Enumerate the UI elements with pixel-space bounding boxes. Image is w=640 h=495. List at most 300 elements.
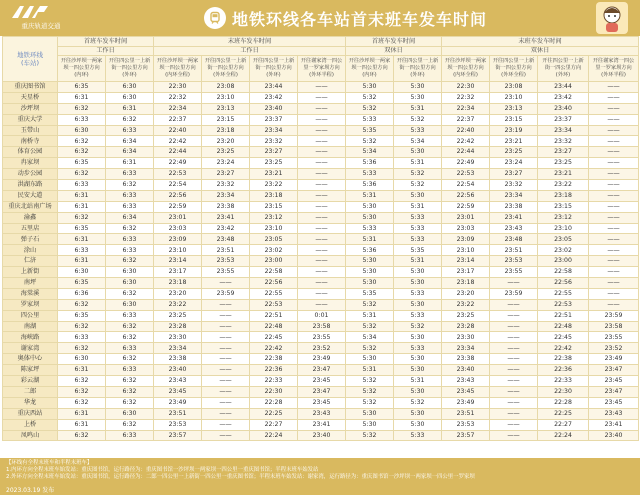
- time-cell: ——: [202, 365, 250, 376]
- day-header: 双休日: [346, 47, 442, 56]
- time-cell: 6:31: [106, 103, 154, 114]
- table-row: [3, 278, 639, 289]
- time-cell: 23:00: [538, 256, 589, 267]
- time-cell: 23:51: [442, 408, 490, 419]
- time-cell: 23:18: [250, 190, 298, 201]
- time-cell: 5:32: [346, 321, 394, 332]
- time-cell: 5:30: [346, 278, 394, 289]
- time-cell: 22:58: [250, 267, 298, 278]
- time-cell: 23:12: [538, 212, 589, 223]
- time-cell: 23:45: [589, 397, 639, 408]
- time-cell: ——: [589, 180, 639, 191]
- time-cell: 6:33: [106, 245, 154, 256]
- time-cell: 6:35: [58, 223, 106, 234]
- time-cell: 6:31: [58, 190, 106, 201]
- time-cell: 23:47: [589, 386, 639, 397]
- time-cell: 23:17: [154, 267, 202, 278]
- time-cell: 22:25: [538, 408, 589, 419]
- time-cell: ——: [490, 376, 538, 387]
- station-name: 南坪: [3, 278, 58, 289]
- time-cell: ——: [589, 82, 639, 93]
- station-name: 上新街: [3, 267, 58, 278]
- table-row: [3, 419, 639, 430]
- time-cell: 6:30: [58, 125, 106, 136]
- table-row: [3, 125, 639, 136]
- table-row: [3, 343, 639, 354]
- time-cell: 5:33: [394, 343, 442, 354]
- note-line: 1.内环方向全程末班车始发站：重庆图书馆，运行路径为：重庆图书馆一沙坪坝一两家坝一四公里一重庆图书馆；半程末班车始发站: [6, 467, 319, 473]
- time-cell: 5:36: [346, 245, 394, 256]
- time-cell: 23:22: [250, 180, 298, 191]
- time-cell: ——: [202, 354, 250, 365]
- group-header: 末班车发车时间: [154, 37, 346, 47]
- mascot-icon: [596, 2, 628, 34]
- time-cell: 5:33: [394, 288, 442, 299]
- time-cell: 23:14: [154, 256, 202, 267]
- time-cell: 5:33: [394, 430, 442, 441]
- time-cell: ——: [490, 332, 538, 343]
- station-name: 二郎: [3, 386, 58, 397]
- time-cell: 22:55: [538, 288, 589, 299]
- table-row: [3, 114, 639, 125]
- station-name: 重庆图书馆: [3, 82, 58, 93]
- time-cell: 22:42: [250, 343, 298, 354]
- time-cell: 5:31: [394, 376, 442, 387]
- time-cell: 23:52: [589, 343, 639, 354]
- time-cell: 5:32: [346, 92, 394, 103]
- station-name: 奥体中心: [3, 354, 58, 365]
- time-cell: ——: [490, 430, 538, 441]
- time-cell: 6:32: [106, 419, 154, 430]
- time-cell: 5:31: [346, 234, 394, 245]
- time-cell: ——: [202, 278, 250, 289]
- time-cell: 23:13: [490, 103, 538, 114]
- table-row: [3, 212, 639, 223]
- time-cell: 5:36: [346, 158, 394, 169]
- time-cell: ——: [589, 234, 639, 245]
- day-header: 工作日: [154, 47, 346, 56]
- time-cell: 22:53: [538, 299, 589, 310]
- time-cell: 23:25: [538, 158, 589, 169]
- station-name: 弹子石: [3, 234, 58, 245]
- group-header: 首班车发车时间: [58, 37, 154, 47]
- time-cell: 22:56: [250, 278, 298, 289]
- time-cell: ——: [589, 278, 639, 289]
- time-cell: 22:37: [442, 114, 490, 125]
- time-cell: 6:31: [58, 365, 106, 376]
- time-cell: 5:30: [346, 267, 394, 278]
- time-cell: ——: [298, 278, 346, 289]
- time-cell: 23:34: [202, 190, 250, 201]
- time-cell: 5:31: [346, 190, 394, 201]
- time-cell: 23:21: [490, 136, 538, 147]
- time-cell: 6:35: [58, 278, 106, 289]
- time-cell: 22:54: [442, 180, 490, 191]
- station-name: 涂山: [3, 245, 58, 256]
- time-cell: ——: [490, 408, 538, 419]
- time-cell: 22:28: [250, 397, 298, 408]
- time-cell: 22:32: [442, 92, 490, 103]
- time-cell: 23:10: [538, 223, 589, 234]
- time-cell: 22:32: [154, 92, 202, 103]
- time-cell: 5:30: [394, 82, 442, 93]
- station-name: 体育公园: [3, 147, 58, 158]
- time-cell: 5:30: [346, 82, 394, 93]
- schedule-table: [2, 36, 639, 441]
- station-name: 重庆西站: [3, 408, 58, 419]
- time-cell: 5:30: [394, 386, 442, 397]
- time-cell: 5:30: [394, 190, 442, 201]
- time-cell: 23:30: [442, 332, 490, 343]
- time-cell: 5:31: [394, 158, 442, 169]
- time-cell: 5:30: [394, 365, 442, 376]
- time-cell: 23:49: [298, 354, 346, 365]
- time-cell: 23:47: [298, 365, 346, 376]
- time-cell: ——: [298, 82, 346, 93]
- time-cell: 23:47: [298, 386, 346, 397]
- time-cell: 5:31: [394, 103, 442, 114]
- time-cell: 5:31: [394, 256, 442, 267]
- table-row: [3, 299, 639, 310]
- time-cell: 6:32: [106, 354, 154, 365]
- time-cell: 6:30: [58, 267, 106, 278]
- time-cell: 22:44: [442, 147, 490, 158]
- station-name: 天星桥: [3, 92, 58, 103]
- time-cell: 22:36: [538, 365, 589, 376]
- time-cell: 6:33: [106, 343, 154, 354]
- note-line: 【环线有全程末班车和半程末班车】: [6, 460, 93, 466]
- time-cell: 23:32: [490, 180, 538, 191]
- time-cell: 23:19: [490, 125, 538, 136]
- time-cell: 22:42: [538, 343, 589, 354]
- time-cell: ——: [202, 376, 250, 387]
- time-cell: 23:00: [250, 256, 298, 267]
- table-row: [3, 321, 639, 332]
- table-row: [3, 245, 639, 256]
- time-cell: 22:30: [538, 386, 589, 397]
- time-cell: 5:32: [394, 321, 442, 332]
- time-cell: 22:42: [154, 136, 202, 147]
- time-cell: 23:41: [490, 212, 538, 223]
- table-row: [3, 234, 639, 245]
- time-cell: 6:31: [58, 234, 106, 245]
- time-cell: 23:43: [154, 376, 202, 387]
- time-cell: 23:55: [202, 267, 250, 278]
- table-row: [3, 180, 639, 191]
- time-cell: ——: [202, 310, 250, 321]
- time-cell: 23:18: [442, 278, 490, 289]
- time-cell: 6:31: [58, 408, 106, 419]
- time-cell: 5:30: [346, 256, 394, 267]
- time-cell: 23:53: [202, 256, 250, 267]
- time-cell: 22:48: [250, 321, 298, 332]
- time-cell: 22:24: [250, 430, 298, 441]
- time-cell: 22:30: [442, 82, 490, 93]
- time-cell: ——: [589, 158, 639, 169]
- time-cell: ——: [298, 169, 346, 180]
- time-cell: 23:37: [250, 114, 298, 125]
- time-cell: 6:33: [106, 169, 154, 180]
- time-cell: 23:02: [250, 245, 298, 256]
- time-cell: 6:32: [106, 223, 154, 234]
- time-cell: 6:32: [106, 376, 154, 387]
- time-cell: ——: [490, 321, 538, 332]
- time-cell: 6:33: [58, 332, 106, 343]
- time-cell: 6:32: [58, 386, 106, 397]
- time-cell: ——: [202, 332, 250, 343]
- time-cell: 5:33: [394, 125, 442, 136]
- time-cell: 6:31: [106, 158, 154, 169]
- time-cell: 5:30: [394, 354, 442, 365]
- table-row: [3, 397, 639, 408]
- station-name: 南桥寺: [3, 136, 58, 147]
- time-cell: 23:25: [250, 158, 298, 169]
- time-cell: 5:30: [394, 419, 442, 430]
- time-cell: 5:33: [394, 234, 442, 245]
- time-cell: 22:40: [154, 125, 202, 136]
- time-cell: 22:33: [538, 376, 589, 387]
- column-header: 开往四公里一上新 街一四公里方向 (外环): [394, 56, 442, 82]
- time-cell: 5:32: [346, 397, 394, 408]
- time-cell: 23:25: [490, 147, 538, 158]
- column-header: 开往沙坪坝一两家 坝一四公里方向 (内环全程): [154, 56, 202, 82]
- time-cell: 22:36: [250, 365, 298, 376]
- time-cell: 23:32: [250, 136, 298, 147]
- time-cell: 6:31: [58, 256, 106, 267]
- time-cell: 6:32: [106, 397, 154, 408]
- time-cell: ——: [589, 223, 639, 234]
- time-cell: 22:56: [538, 278, 589, 289]
- brand-logo: [6, 4, 72, 32]
- time-cell: 5:32: [394, 114, 442, 125]
- time-cell: ——: [589, 190, 639, 201]
- station-name: 凤鸣山: [3, 430, 58, 441]
- time-cell: 5:32: [346, 103, 394, 114]
- station-name: 重庆北站南广场: [3, 201, 58, 212]
- time-cell: 23:43: [589, 408, 639, 419]
- note-line: 2.外环方向全程末班车始发站：重庆图书馆，运行路径为：二郎一四公里一上新街一四公里一重庆图书馆；半程末班车始发站：谢家湾，运行路径为：重庆图书馆一沙坪坝一两家坝一四公里一罗家坝: [6, 474, 475, 480]
- time-cell: 5:33: [346, 114, 394, 125]
- time-cell: 22:45: [250, 332, 298, 343]
- time-cell: 6:30: [106, 92, 154, 103]
- time-cell: 6:33: [106, 365, 154, 376]
- time-cell: 23:42: [538, 92, 589, 103]
- time-cell: 23:25: [202, 147, 250, 158]
- group-header: 末班车发车时间: [442, 37, 639, 47]
- time-cell: 5:30: [394, 332, 442, 343]
- time-cell: 6:31: [58, 419, 106, 430]
- time-cell: 23:34: [490, 190, 538, 201]
- time-cell: 5:33: [394, 212, 442, 223]
- time-cell: 23:03: [154, 223, 202, 234]
- time-cell: ——: [490, 343, 538, 354]
- time-cell: 22:24: [538, 430, 589, 441]
- time-cell: 23:32: [202, 180, 250, 191]
- time-cell: ——: [589, 267, 639, 278]
- table-row: [3, 201, 639, 212]
- time-cell: 23:10: [154, 245, 202, 256]
- time-cell: 22:33: [250, 376, 298, 387]
- time-cell: 22:56: [154, 190, 202, 201]
- time-cell: 5:34: [394, 136, 442, 147]
- time-cell: 5:30: [346, 201, 394, 212]
- time-cell: 23:57: [154, 430, 202, 441]
- time-cell: ——: [490, 278, 538, 289]
- station-name: 仁济: [3, 256, 58, 267]
- station-name: 冉家坝: [3, 158, 58, 169]
- time-cell: 6:33: [106, 234, 154, 245]
- time-cell: 5:35: [394, 245, 442, 256]
- schedule-table-area: [2, 36, 638, 441]
- time-cell: 6:36: [58, 288, 106, 299]
- table-row: [3, 267, 639, 278]
- time-cell: ——: [202, 419, 250, 430]
- time-cell: 6:32: [106, 321, 154, 332]
- time-cell: 23:10: [442, 245, 490, 256]
- table-row: [3, 430, 639, 441]
- time-cell: 6:35: [58, 82, 106, 93]
- time-cell: 23:38: [202, 201, 250, 212]
- table-row: [3, 190, 639, 201]
- station-name: 五里店: [3, 223, 58, 234]
- column-header: 开往四公里一上新 街一四公里方向 (外环全程): [490, 56, 538, 82]
- time-cell: 23:22: [442, 299, 490, 310]
- time-cell: ——: [202, 321, 250, 332]
- time-cell: 5:32: [394, 180, 442, 191]
- time-cell: 23:55: [490, 267, 538, 278]
- time-cell: 23:27: [202, 169, 250, 180]
- time-cell: ——: [589, 288, 639, 299]
- time-cell: 23:55: [298, 332, 346, 343]
- time-cell: ——: [298, 180, 346, 191]
- time-cell: 5:34: [346, 147, 394, 158]
- time-cell: 22:34: [442, 103, 490, 114]
- time-cell: ——: [490, 386, 538, 397]
- table-row: [3, 256, 639, 267]
- column-header: 开往四公里一上新 街一四公里方向 (外环): [106, 56, 154, 82]
- station-name: 海棠溪: [3, 288, 58, 299]
- time-cell: 22:28: [538, 397, 589, 408]
- time-cell: 23:45: [442, 386, 490, 397]
- time-cell: 23:48: [490, 234, 538, 245]
- time-cell: 6:35: [58, 310, 106, 321]
- time-cell: ——: [298, 223, 346, 234]
- time-cell: 23:41: [202, 212, 250, 223]
- time-cell: 6:30: [106, 82, 154, 93]
- time-cell: 6:33: [58, 245, 106, 256]
- time-cell: 6:32: [106, 386, 154, 397]
- time-cell: 23:49: [589, 354, 639, 365]
- time-cell: 5:30: [346, 354, 394, 365]
- day-header: 双休日: [442, 47, 639, 56]
- time-cell: 22:38: [250, 354, 298, 365]
- time-cell: 23:27: [250, 147, 298, 158]
- time-cell: 5:32: [346, 343, 394, 354]
- time-cell: 23:48: [202, 234, 250, 245]
- time-cell: 23:59: [589, 310, 639, 321]
- time-cell: 23:22: [538, 180, 589, 191]
- time-cell: 22:38: [538, 354, 589, 365]
- time-cell: 22:27: [250, 419, 298, 430]
- table-row: [3, 354, 639, 365]
- table-row: [3, 386, 639, 397]
- time-cell: 23:45: [154, 386, 202, 397]
- time-cell: 5:35: [346, 288, 394, 299]
- footer-notes: [6, 460, 475, 481]
- time-cell: 23:49: [442, 397, 490, 408]
- time-cell: 22:45: [538, 332, 589, 343]
- time-cell: ——: [298, 267, 346, 278]
- time-cell: 23:14: [442, 256, 490, 267]
- time-cell: 23:21: [250, 169, 298, 180]
- time-cell: 6:32: [58, 147, 106, 158]
- column-header: 开往谢家湾一四公 里一罗家坝方向 (外环半程): [589, 56, 639, 82]
- time-cell: 23:47: [589, 365, 639, 376]
- time-cell: 22:55: [250, 288, 298, 299]
- time-cell: 6:33: [58, 180, 106, 191]
- time-cell: 5:36: [346, 180, 394, 191]
- time-cell: 23:49: [154, 397, 202, 408]
- time-cell: 23:01: [442, 212, 490, 223]
- time-cell: 23:58: [589, 321, 639, 332]
- time-cell: 22:37: [154, 114, 202, 125]
- table-row: [3, 408, 639, 419]
- time-cell: 6:32: [106, 332, 154, 343]
- time-cell: ——: [589, 256, 639, 267]
- time-cell: 6:33: [106, 201, 154, 212]
- time-cell: ——: [490, 354, 538, 365]
- time-cell: 23:25: [154, 310, 202, 321]
- time-cell: 23:57: [442, 430, 490, 441]
- time-cell: ——: [298, 256, 346, 267]
- table-row: [3, 169, 639, 180]
- time-cell: 23:20: [202, 136, 250, 147]
- time-cell: 23:09: [154, 234, 202, 245]
- time-cell: 22:56: [442, 190, 490, 201]
- day-header: 工作日: [58, 47, 154, 56]
- time-cell: 23:02: [538, 245, 589, 256]
- time-cell: 5:32: [394, 169, 442, 180]
- time-cell: 6:30: [106, 408, 154, 419]
- time-cell: 6:32: [58, 397, 106, 408]
- time-cell: 6:33: [106, 190, 154, 201]
- time-cell: 22:40: [442, 125, 490, 136]
- time-cell: 5:32: [394, 397, 442, 408]
- time-cell: 22:59: [442, 201, 490, 212]
- time-cell: 23:05: [250, 234, 298, 245]
- time-cell: 23:40: [250, 103, 298, 114]
- time-cell: 23:24: [490, 158, 538, 169]
- time-cell: 22:49: [154, 158, 202, 169]
- time-cell: ——: [589, 114, 639, 125]
- time-cell: 22:30: [154, 82, 202, 93]
- time-cell: 22:53: [250, 299, 298, 310]
- time-cell: 22:27: [538, 419, 589, 430]
- time-cell: 23:32: [538, 136, 589, 147]
- table-row: [3, 103, 639, 114]
- time-cell: 23:28: [154, 321, 202, 332]
- time-cell: 0:01: [298, 310, 346, 321]
- time-cell: 23:20: [154, 288, 202, 299]
- time-cell: 23:03: [442, 223, 490, 234]
- table-row: [3, 376, 639, 387]
- time-cell: 5:30: [394, 299, 442, 310]
- time-cell: 22:42: [442, 136, 490, 147]
- time-cell: 5:31: [346, 365, 394, 376]
- header-bar: [0, 0, 640, 36]
- time-cell: 23:38: [154, 354, 202, 365]
- station-column-header: 地铁环线 (车站): [3, 37, 58, 82]
